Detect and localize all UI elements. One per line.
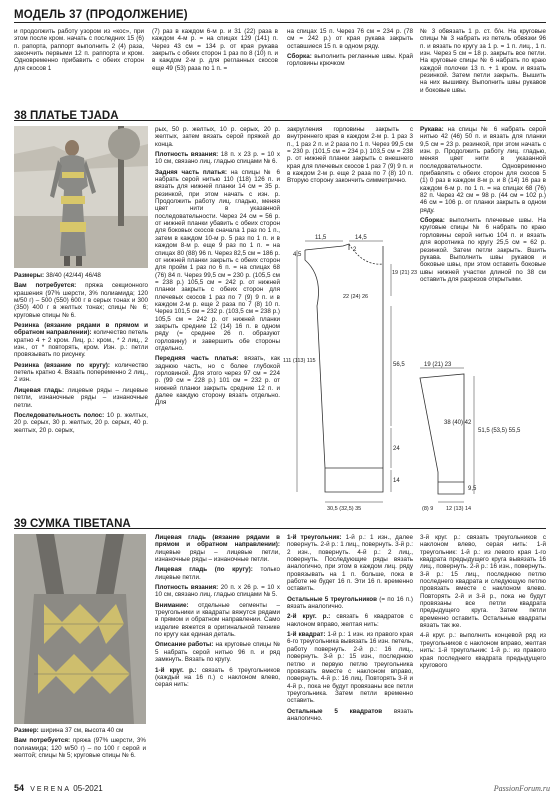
bag-round1-text: связать 6 треугольников (каждый на 16 п.) с наклоном влево, серая нить: [155,666,281,689]
dress-photo [14,126,148,268]
model37-text3: на спицах 15 п. Через 76 см = 234 р. (78 см = 242 р.) от края рукава закрыть оставшиеся 15 п. в одном ряду. [287,28,413,50]
sleeve-text: на спицы № 6 набрать серой нитью 42 (46) 50 п. и вязать для планки 9,5 см = 23 р. резинкой, при этом начать с изн. р. Продолжить работу лиц. гладью, меняя цвет нити в указанной последовательности. Одновременно прибавлять с обеих сторон для скосов 5 (1) 0 раз в каждом 8-м р. и 8 (14) 16 раз в каждом 6-м р. по 1 п. = на спицах 68 (76) 82 п. Через 42 см = 98 р. (44 см = 102 р.) 46 см = 106 р. от планки закрыть в одном ряду. [420,126,546,214]
dim-shoulder: 11,5 [315,235,327,241]
dress-photo-icon [14,126,148,268]
triangle1-label: 1-й треугольник: [287,534,342,541]
dim-sleeve-cuff: 9,5 [468,486,477,492]
dim-sleeve-height: 38 (40) 42 [444,420,472,426]
dim-length-total: 111 (113) 115 [283,358,316,364]
section38-col3 [287,126,413,236]
section39-col3 [287,534,413,782]
model37-col2 [152,28,278,106]
stripes-text: 10 р. желтых, 20 р. серых, 30 р. желтых, 20 р. серых, 40 р. желтых, 20 р. серых, [14,411,148,434]
page-title: МОДЕЛЬ 37 (ПРОДОЛЖЕНИЕ) [14,9,188,21]
dress-body-schematic [283,235,418,512]
dress-assembly-label: Сборка: [420,217,445,225]
dim-rib-height: 14 [393,478,400,484]
rib-label: Резинка (вязание рядами в прямом и обратном направлении): [14,322,148,337]
round2-label: 2-й круг. р.: [287,613,331,621]
section39-col2 [155,534,280,782]
bag-stockinette-label: Лицевая гладь (вязание рядами в прямом и обратном направлении): [155,534,280,549]
section38-header [14,106,546,121]
model37-text1: и продолжить работу узором из «кос», при этом после кром. начать с последних 15 (6) п. рапорта, раппорт выполнить 2 (4) раза, закончить первыми 12 п. раппорта и кром. Одновременно прибавить с обеих сторон для скосов 1 [14,28,144,72]
page-number: 54 [14,783,25,793]
stockinette-label: Лицевая гладь: [14,386,65,394]
dim-neck: 14,5 [355,235,367,241]
dim-hem: 24 [393,446,400,452]
squares-rest-text: вязать аналогично. [287,707,413,722]
square1-label: 1-й квадрат: [287,631,326,639]
sizes-text: 38/40 (42/44) 46/48 [44,272,101,279]
model37-text2: (7) раз в каждом 6-м р. и 31 (22) раза в каждом 4-м р. = на спицах 129 (141) п. Через 43 см = 134 р. от края рукава закрыть с обеих сторон 1 раз по 8 (10) п. и в каждом 2-м р. для регланных скосов еще 49 (53) раза по 1 п. = [152,28,278,72]
dim-width-top: 22 (24) 26 [343,294,369,300]
schematic-outline [305,246,383,492]
schematic-shoulder-line [305,244,349,250]
bag-gauge-text: 20 п. x 26 р. = 10 x 10 см, связано лиц. гладью спицами № 5. [155,584,280,599]
rib-text: количество петель кратно 4 + 2 кром. Лиц. р.: кром., * 2 лиц., 2 изн., от * повторять, кром. Изн. р.: петли провязывать по рисунку. [14,329,148,359]
dim-armhole-group [392,270,417,276]
materials-label: Вам потребуется: [14,282,77,290]
section39-col4 [420,534,546,782]
sleeve-label: Рукава: [420,126,444,133]
dim-length-top: 56,5 [393,362,405,368]
round3-text: 3-й круг. р.: связать треугольников с наклоном влево, серая нить: 1-й треугольник: 1-й р.: из левого края 1-го квадрата предыдущего круга вывязать 16 лиц., повернуть. 2-й р.: 16 изн., повернуть. 3-й р.: 15 лиц., последнюю петлю последнего квадрата и следующую петлю провязать вместе с наклоном влево. Повторять 2-й и 3-й р., пока не будут провязаны все петли квадрата предыдущего круга. Затем петли временно оставить. Остальные квадраты вязать так же. [420,534,546,630]
front-text: вязать, как заднюю часть, но с более глубокой горловиной. Для этого через 97 см = 224 р. (99 см = 228 р.) 101 см = 232 р. от нижней планки закрыть средние 12 п. и далее каждую сторону вязать отдельно. Для [155,355,281,407]
front-label: Передняя часть платья: [155,355,239,363]
bag-size-text: ширина 37 см, высота 40 см [38,727,124,734]
section39-col1 [14,727,146,781]
stripes-label: Последовательность полос: [14,411,105,419]
gauge-label: Плотность вязания: [155,151,219,159]
rib-round-text: количество петель кратно 4. Вязать попеременно 2 лиц., 2 изн. [14,361,148,384]
bag-materials-label: Вам потребуется: [14,737,71,745]
stripes-continued: рых, 50 р. желтых, 10 р. серых, 20 р. желтых, затем вязать серой пряжей до конца. [155,126,280,148]
section38-col4 [420,126,546,352]
dim-drop: 4,5 [293,252,302,258]
triangles-rest-label: Остальные 5 треугольников [287,595,377,603]
bag-round-label: Лицевая гладь (по кругу): [155,566,253,574]
square1-text: 1-й р.: 1 изн. из правого края 6-го треугольника вывязать 16 изн. петель, работу повернуть. 2-й р.: 16 лиц., повернуть. 3-й р.: 15 изн., последнюю петлю и первую петлю треугольника провязать вместе с наклоном вправо, повернуть. 4-й р.: 16 лиц. Повторять 3-й и 4-й р., пока не будут провязаны все петли треугольника. Затем петли временно оставить. [287,631,414,705]
triangle1-text: 1-й р.: 1 изн., далее повернуть. 2-й р.: 1 лиц., повернуть. 3-й р.: 2 изн., повернуть. 4-й р.: 2 лиц., повернуть. Последующие ряды вязать аналогично, при этом в каждом лиц. ряду провязывать на 1 п. больше, пока в работе не будет 16 п. Эти 16 п. временно оставить. [287,534,414,593]
back-label: Задняя часть платья: [155,168,227,176]
round4-text: 4-й круг. р.: выполнить концевой ряд из треугольников с наклоном вправо, желтая нить: 1-й треугольник: 1-й р.: из правого края последнего квадрата предыдущего кругового [420,632,546,669]
model37-col1 [14,28,144,106]
model37-assembly-label: Сборка: [287,53,312,61]
gauge-text: 18 п. x 23 р. = 10 x 10 см, связано лиц. гладью спицами № 6. [155,151,280,166]
model37-assembly-text: выполнить регланные швы. Край горловины крючком [287,53,413,68]
watermark: PassionForum.ru [493,784,550,793]
brand-name: VERENA [30,786,72,793]
dim-sleeve-top: 19 (21) 23 [424,362,452,368]
bag-gauge-label: Плотность вязания: [155,584,219,592]
bag-desc-label: Описание работы: [155,641,214,649]
bag-round-text: только лицевые петли. [155,566,280,581]
sizes-label: Размеры: [14,272,45,279]
triangles-rest-text: (= по 16 п.) вязать аналогично. [287,595,413,611]
back-text: на спицы № 6 набрать серой нитью 110 (118) 126 п. и вязать для нижней планки 14 см = 35 р. резинкой, при этом начать с изн. р. Продолжить работу лиц. гладью, меняя цвет нити в указанной последовательности. Через 24 см = 56 р. от нижней планки убавить с обеих сторон для боковых скосов сначала 1 раз по 1 п., затем в каждом 10-м р. 5 раз по 1 п. и в каждом 8-м р. еще 9 раз по 1 п. = на спицах 80 (88) 96 п. Через 82,5 см = 186 р. от нижней планки закрыть с обеих сторон для пройм 1 раз по 6 п. = на спицах 68 (76) 84 п. Через 99,5 см = 230 р. (105,5 см = 238 р.) 105,5 см = 242 р. от нижней планки закрыть с обеих сторон для плечевых скосов 1 раз по 7 (9) 9 п. и в каждом 2-м р. еще 2 раза по 7 (8) 10 п. Через 101,5 см = 232 р. (103,5 см = 238 р.) 105,5 см = 242 р. от нижней планки закрыть средние 12 (14) 16 п. в одном ряду (= среднее 26 п. образуют горловину) и завершить обе стороны отдельно. [155,168,280,352]
section39-header [14,514,546,529]
dim-sleeve-length: 51,5 (53,5) 55,5 [478,428,521,434]
page-footer [14,783,103,795]
bag-photo [14,534,146,724]
section38-col2 [155,126,280,508]
dim-armhole-2: 2 [353,247,357,253]
model37-col4 [420,28,546,106]
issue-number: 05-2021 [73,784,103,793]
dim-sleeve-bottom: 12 (13) 14 [446,506,472,512]
bag-note-label: Внимание: [155,601,189,609]
bag-desc-text: на круговые спицы № 5 набрать серой нитью 96 п. и ряд замкнуть. Вязать по кругу. [155,641,280,664]
bag-photo-icon [14,534,146,724]
bag-round1-label: 1-й круг. р.: [155,666,197,674]
round2-text: связать 6 квадратов с наклоном вправо, желтая нить: [287,613,413,628]
section39-title: 39 СУМКА TIBETANA [14,518,131,530]
dress-assembly-text: выполнить плечевые швы. На круговые спицы № 6 набрать по краю горловины серой нитью 104 п. и вязать для воротника по кругу 25,5 см = 62 р. резинкой. Затем петли закрыть. Вшить рукава. Выполнить швы рукавов и боковые швы, при этом оставить боковые швы нижней участки длиной по 38 см оставить для разрезов открытыми. [420,217,546,283]
materials-text: пряжа секционного крашения (97% шерсти, 3% полиамида; 120 м/50 г) – 500 (550) 600 г в серых тонах и 300 (350) 400 г в желтых тонах; спицы № 6; круговые спицы № 6. [14,282,148,319]
page-header [14,8,546,23]
squares-rest-label: Остальные 5 квадратов [287,707,383,715]
section38-col1 [14,272,148,508]
dim-width-bottom: 30,5 (32,5) 35 [327,506,362,512]
bag-size-label: Размер: [14,727,39,734]
section38-title: 38 ПЛАТЬЕ TJADA [14,110,119,122]
model37-col3 [287,28,413,106]
stockinette-text: лицевые ряды – лицевые петли, изнаночные ряды – изнаночные петли. [14,386,149,409]
dim-sleeve-bottom-side: (8) 9 [422,506,434,512]
sleeve-outline [420,374,464,494]
bag-stockinette-text: лицевые ряды – лицевые петли, изнаночные ряды – изнаночные петли. [155,548,280,564]
model37-text4: № 3 обвязать 1 р. ст. б/н. На круговые спицы № 3 набрать из петель обвязки 96 п. и вязать по кругу за 1 р. = 1 п. лиц., 1 п. изн. Через 5 см = 18 р. закрыть все петли. На круговые спицы № 6 набрать по краю каждой полочки 13 п. + 1 кром. и вязать резинкой. Затем петли закрыть. Вышить на них вышивку. Выполнить швы рукавов и боковые швы. [420,28,546,94]
neckline-text: закругления горловины закрыть с внутреннего края в каждом 2-м р. 1 раз 3 п., 1 раз 2 п. и 2 раза по 1 п. Через 99,5 см = 230 р. (101,5 см = 234 р.) 103,5 см = 238 р. от нижней планки закрыть с внешнего края для плечевых скосов 1 раз 7 (9) 9 п. и в каждом 2-м р. еще 2 раза по 7 (8) 10 п. Вторую сторону закончить симметрично. [287,126,413,185]
bag-materials-text: пряжа (97% шерсти, 3% полиамида; 120 м/50 г) – по 100 г серой и желтой; спицы № 5; круговые спицы № 6. [14,737,147,760]
rib-round-label: Резинка (вязание по кругу): [14,361,110,369]
sleeve-schematic [414,362,548,512]
dim-armhole: 19 (21) 23 [392,270,418,276]
bag-note-text: отдельные сегменты – треугольники и квадраты вяжутся рядами в прямом и обратном направлении. Само изделие вяжется в оригинальной технике по кругу как единая деталь. [155,601,280,639]
